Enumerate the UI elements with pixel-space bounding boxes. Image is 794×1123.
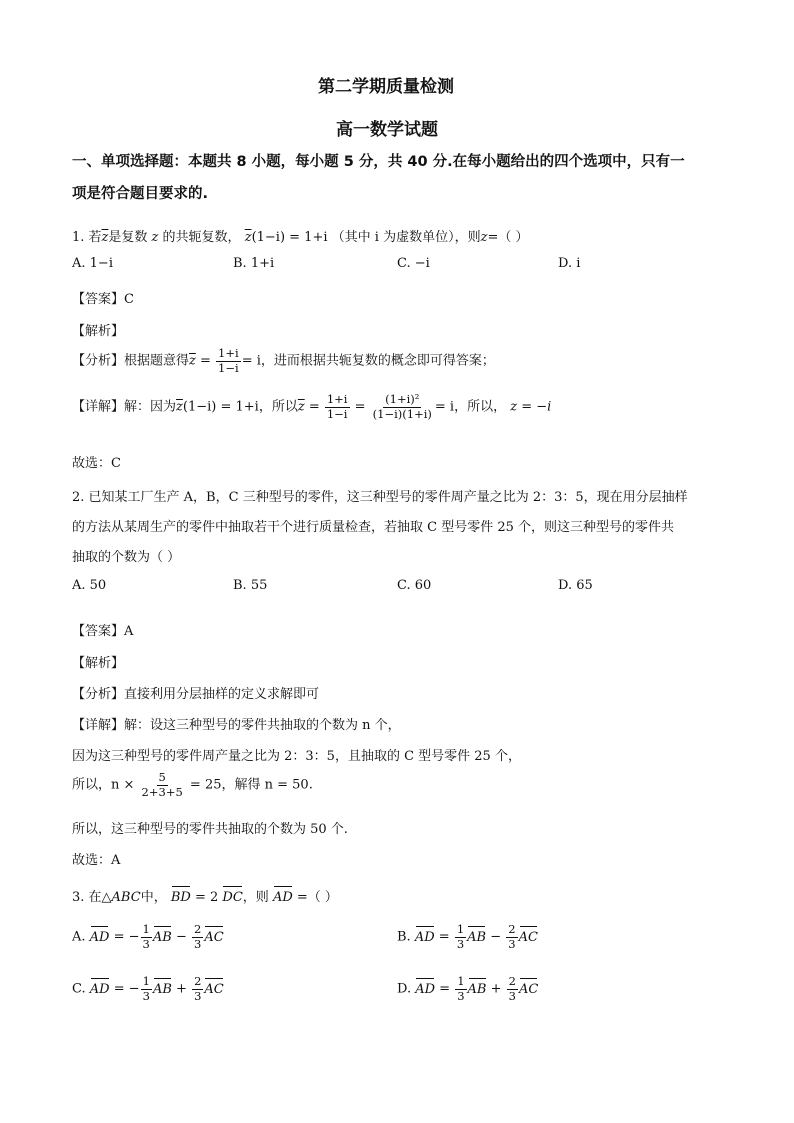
q1-option-c: C. −i (397, 256, 430, 271)
q3-stem-text: 中， (140, 890, 167, 905)
q1-stem-part: 是复数 (108, 230, 148, 245)
q3-stem-text: 3. 在△ (72, 890, 112, 905)
vector-ac: AC (204, 929, 224, 945)
q2-stem-line1: 2. 已知某工厂生产 A，B，C 三种型号的零件，这三种型号的零件周产量之比为 2：3：5，现在用分层抽样 (72, 490, 688, 505)
q3-stem-text: =（ ） (296, 890, 338, 905)
q1-xiangjie: 【详解】解：因为$\overline{z}(1-i) = 1+i$，所以$\overline{z}$ = $\frac{1+i}{1-i}$ = $\frac{\text{(1+i)²}}{(1-i)(1+i)}$ = i，所以， z = −i (72, 392, 552, 421)
q1-stem-part: （其中 i 为虚数单位），则 (331, 230, 481, 245)
q2-stem-line3: 抽取的个数为（ ） (72, 550, 181, 565)
fraction: $\frac{2}{3}$ (194, 922, 202, 951)
vector-ac: AC (519, 981, 539, 997)
section-heading-line2: 项是符合题目要求的. (72, 186, 209, 202)
fraction: $\frac{1}{3}$ (142, 922, 150, 951)
option-label: B. (397, 929, 411, 945)
q1-result: 故选：C (72, 456, 121, 471)
vector-ad: AD (89, 929, 110, 945)
q2-fenxi: 【分析】直接利用分层抽样的定义求解即可 (72, 687, 320, 702)
q3-option-b: B. AD = $\frac{1}{3}$ AB − $\frac{2}{3}$ AC (397, 922, 538, 951)
q1-answer: 【答案】C (72, 292, 134, 307)
option-label: C. (72, 981, 86, 997)
q2-option-a: A. 50 (72, 578, 107, 593)
q2-calc (72, 772, 313, 798)
q2-option-c: C. 60 (397, 578, 432, 593)
vector-ac: AC (204, 981, 224, 997)
q1-stem-part: 1. 若 (72, 230, 102, 245)
vector-ad: AD (89, 981, 110, 997)
vector-ab: AB (467, 981, 487, 997)
q3-option-a: A. AD = − $\frac{1}{3}$ AB − $\frac{2}{3}$ AC (72, 922, 224, 951)
z-symbol: z (147, 230, 163, 245)
q1-fenxi-text: 【分析】根据题意得 (72, 353, 190, 369)
q1-option-b: B. 1+i (233, 256, 275, 271)
q3-stem-text: ，则 (242, 890, 269, 905)
fraction: $\frac{1+i}{1-i}$ (326, 392, 348, 421)
vector-dc: DC (222, 890, 243, 905)
q2-xiangjie: 【详解】解：设这三种型号的零件共抽取的个数为 n 个， (72, 718, 401, 733)
fraction: $\frac{\text{(1+i)²}}{(1-i)(1+i)}$ (372, 392, 432, 421)
vector-ad: AD (272, 890, 293, 905)
fraction: $\frac{1+i}{1-i}$ (218, 346, 239, 375)
fraction: $\frac{2}{3}$ (508, 922, 516, 951)
option-label: D. (397, 981, 412, 997)
vector-ad: AD (415, 981, 436, 997)
q3-stem (72, 886, 338, 905)
q1-stem-part: =（ ） (487, 230, 529, 245)
triangle-name: ABC (111, 890, 141, 905)
q1-xiangjie-text: = i，所以， (434, 399, 507, 415)
z-symbol: z (480, 230, 488, 245)
q1-fenxi-text: = i，进而根据共轭复数的概念即可得答案； (241, 353, 495, 369)
q1-option-d: D. i (558, 256, 581, 271)
z-bar-symbol: $\overline{z}$ (189, 353, 196, 369)
q2-conclusion: 所以，这三种型号的零件共抽取的个数为 50 个. (72, 822, 348, 837)
q1-xiangjie-text: 【详解】解：因为 (72, 399, 177, 415)
q1-equation: $\overline{z}(1-i) = 1+i$ (244, 230, 328, 245)
doc-title-2: 高一数学试题 (336, 120, 438, 140)
fraction: $\frac{1}{3}$ (142, 974, 150, 1003)
q1-xiangjie-text: (1−i) = 1+i，所以 (182, 399, 298, 415)
vector-ac: AC (518, 929, 538, 945)
q2-option-b: B. 55 (233, 578, 268, 593)
q2-ratio-line: 因为这三种型号的零件周产量之比为 2：3：5，且抽取的 C 型号零件 25 个， (72, 749, 521, 764)
fraction: $\frac{2}{3}$ (508, 974, 516, 1003)
q2-option-d: D. 65 (558, 578, 593, 593)
q1-analysis-tag: 【解析】 (72, 324, 125, 339)
z-bar-symbol: $\overline{z}$ (101, 230, 109, 245)
fraction: $\frac{1}{3}$ (457, 974, 465, 1003)
q2-calc-text: 所以，n × (72, 777, 135, 793)
q2-analysis-tag: 【解析】 (72, 656, 125, 671)
vector-ad: AD (414, 929, 435, 945)
q1-xiangjie-result: z = −i (510, 399, 552, 415)
fraction: $\frac{2}{3}$ (194, 974, 202, 1003)
vector-ab: AB (152, 981, 172, 997)
q1-option-a: A. 1−i (72, 256, 113, 271)
q3-option-c: C. AD = − $\frac{1}{3}$ AB + $\frac{2}{3}$ AC (72, 974, 224, 1003)
fraction: $\frac{1}{3}$ (456, 922, 465, 951)
vector-ab: AB (467, 929, 487, 945)
section-heading-line1: 一、单项选择题：本题共 8 小题，每小题 5 分，共 40 分.在每小题给出的四个选项中，只有一 (72, 154, 685, 170)
fraction: $\frac{5}{2+3+5}$ (141, 770, 183, 799)
q3-stem-text: = 2 (194, 890, 219, 905)
q3-option-d: D. AD = $\frac{1}{3}$ AB + $\frac{2}{3}$ AC (397, 974, 539, 1003)
doc-title-1: 第二学期质量检测 (318, 77, 454, 97)
z-bar-symbol: $\overline{z}$ (297, 399, 305, 415)
q2-answer: 【答案】A (72, 624, 134, 639)
option-label: A. (72, 929, 86, 945)
z-bar-symbol: $\overline{z}$ (176, 399, 183, 415)
q1-stem-part: 的共轭复数， (162, 230, 241, 245)
q1-stem (72, 226, 528, 245)
q2-stem-line2: 的方法从某周生产的零件中抽取若干个进行质量检查，若抽取 C 型号零件 25 个，则这三种型号的零件共 (72, 520, 675, 535)
vector-ab: AB (152, 929, 172, 945)
q2-result: 故选：A (72, 853, 121, 868)
vector-bd: BD (170, 890, 191, 905)
q2-calc-text: = 25，解得 n = 50. (189, 777, 313, 793)
q1-fenxi: 【分析】根据题意得$\overline{z}$ = $\frac{1+i}{1-i}$ = i，进而根据共轭复数的概念即可得答案； (72, 346, 495, 375)
